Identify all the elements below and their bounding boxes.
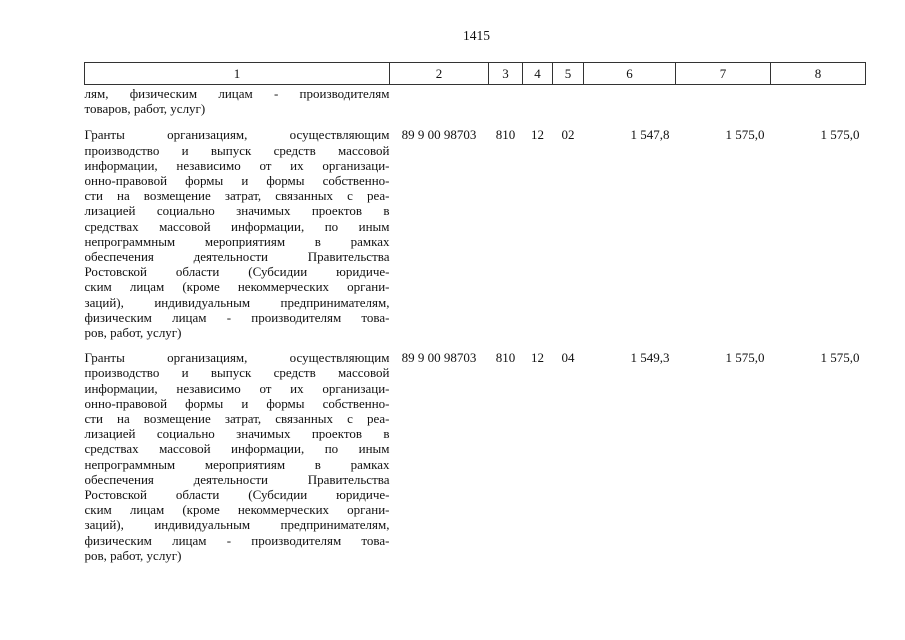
text-line: Гранты организациям, осуществляющим bbox=[84, 350, 390, 366]
page-number: 1415 bbox=[463, 28, 490, 43]
text-line: информации, независимо от их организаци- bbox=[84, 380, 390, 396]
text-line: ским лицам (кроме некоммерческих органи- bbox=[84, 502, 390, 518]
table-row bbox=[85, 340, 866, 563]
row-value-6: 1 549,3 bbox=[630, 350, 670, 366]
text-line: Ростовской области (Субсидии юридиче- bbox=[84, 487, 390, 503]
table-row-continuation bbox=[85, 85, 866, 117]
header-col-6: 6 bbox=[584, 63, 676, 85]
header-col-2: 2 bbox=[390, 63, 489, 85]
text-line: непрограммным мероприятиям в рамках bbox=[84, 233, 390, 249]
text-line: средствах массовой информации, по иным bbox=[84, 441, 390, 457]
text-line: Ростовской области (Субсидии юридиче- bbox=[84, 264, 390, 280]
text-line: сти на возмещение затрат, связанных с реа- bbox=[84, 411, 390, 427]
text-line: сти на возмещение затрат, связанных с реа- bbox=[84, 188, 390, 204]
header-col-3: 3 bbox=[489, 63, 523, 85]
row-rz: 12 bbox=[531, 127, 544, 143]
table-row bbox=[85, 116, 866, 340]
row-value-8: 1 575,0 bbox=[820, 127, 860, 143]
row-value-6: 1 547,8 bbox=[630, 127, 670, 143]
row-value-7: 1 575,0 bbox=[725, 350, 765, 366]
row-description bbox=[85, 340, 390, 563]
row-vr: 810 bbox=[495, 127, 516, 143]
text-line: онно-правовой формы и формы собственно- bbox=[84, 173, 390, 189]
header-col-8: 8 bbox=[771, 63, 866, 85]
text-line: лизацией социально значимых проектов в bbox=[84, 203, 390, 219]
text-line: производство и выпуск средств массовой bbox=[84, 365, 390, 381]
text-line: физическим лицам - производителям това- bbox=[84, 532, 390, 548]
header-col-1: 1 bbox=[85, 63, 390, 85]
row-vr: 810 bbox=[495, 350, 516, 366]
header-col-7: 7 bbox=[676, 63, 771, 85]
text-line: Гранты организациям, осуществляющим bbox=[84, 127, 390, 143]
text-line: лизацией социально значимых проектов в bbox=[84, 426, 390, 442]
text-line: производство и выпуск средств массовой bbox=[84, 142, 390, 158]
row-rz: 12 bbox=[531, 350, 544, 366]
header-row bbox=[85, 63, 866, 85]
header-col-5: 5 bbox=[553, 63, 584, 85]
text-line: информации, независимо от их организаци- bbox=[84, 157, 390, 173]
text-line: ров, работ, услуг) bbox=[84, 325, 182, 341]
row-value-8: 1 575,0 bbox=[820, 350, 860, 366]
continuation-text bbox=[85, 85, 390, 117]
row-pr: 04 bbox=[561, 350, 575, 366]
text-line: товаров, работ, услуг) bbox=[84, 101, 206, 117]
text-line: лям, физическим лицам - производителям bbox=[84, 86, 390, 101]
text-line: ров, работ, услуг) bbox=[84, 547, 182, 563]
row-description bbox=[85, 116, 390, 340]
text-line: средствах массовой информации, по иным bbox=[84, 218, 390, 234]
row-code: 89 9 00 98703 bbox=[401, 127, 477, 143]
text-line: заций), индивидуальным предпринимателям, bbox=[84, 517, 390, 533]
text-line: непрограммным мероприятиям в рамках bbox=[84, 456, 390, 472]
budget-table bbox=[84, 62, 866, 563]
header-col-4: 4 bbox=[523, 63, 553, 85]
text-line: физическим лицам - производителям това- bbox=[84, 309, 390, 325]
text-line: обеспечения деятельности Правительства bbox=[84, 471, 390, 487]
text-line: онно-правовой формы и формы собственно- bbox=[84, 395, 390, 411]
text-line: обеспечения деятельности Правительства bbox=[84, 249, 390, 265]
row-pr: 02 bbox=[561, 127, 575, 143]
text-line: ским лицам (кроме некоммерческих органи- bbox=[84, 279, 390, 295]
row-code: 89 9 00 98703 bbox=[401, 350, 477, 366]
text-line: заций), индивидуальным предпринимателям, bbox=[84, 294, 390, 310]
row-value-7: 1 575,0 bbox=[725, 127, 765, 143]
